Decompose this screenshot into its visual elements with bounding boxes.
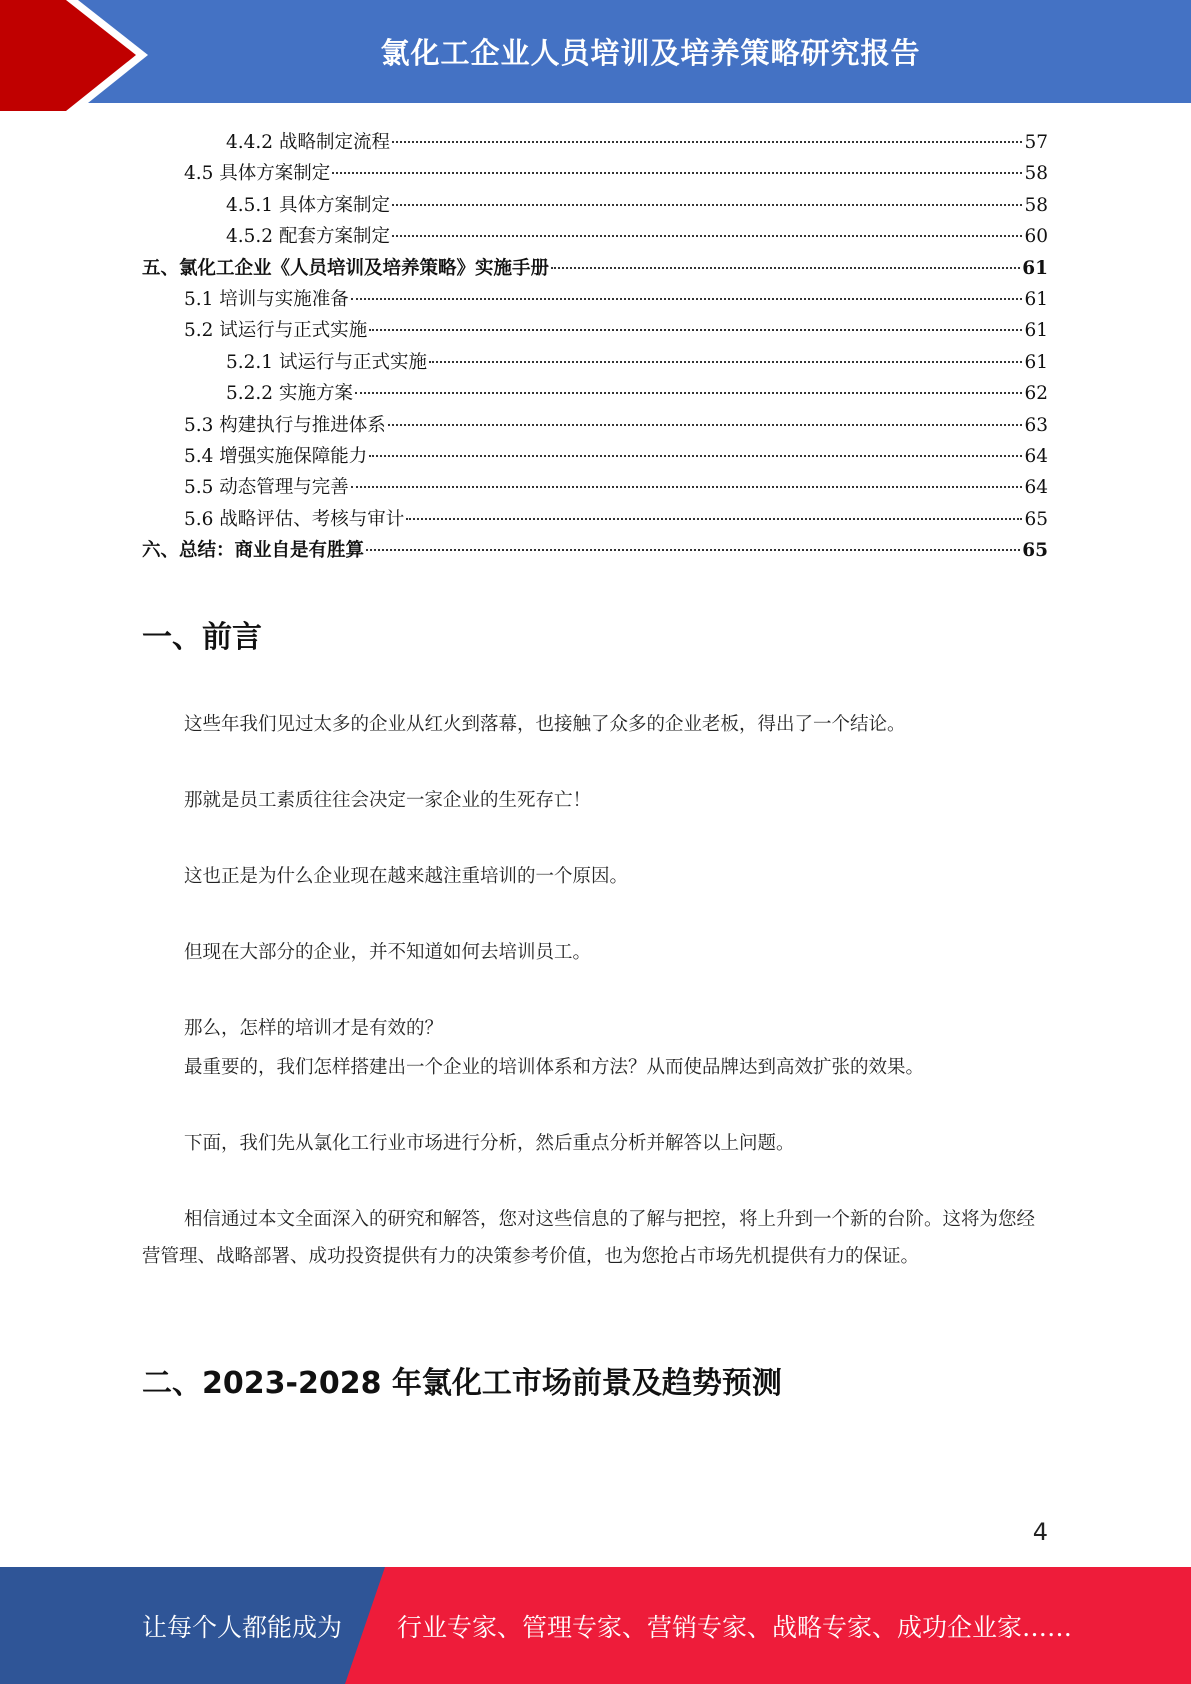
toc-entry[interactable] — [142, 535, 1048, 566]
toc-entry-page: 61 — [1024, 320, 1048, 342]
toc-entry[interactable] — [142, 378, 1048, 409]
toc-leader-dots — [351, 298, 1023, 300]
toc-entry-page: 63 — [1024, 414, 1048, 436]
toc-leader-dots — [551, 267, 1020, 269]
toc-entry-label: 5.6 战略评估、考核与审计 — [184, 508, 405, 530]
toc-entry-label: 六、总结：商业自是有胜算 — [142, 540, 365, 562]
toc-entry-page: 61 — [1024, 288, 1048, 310]
toc-entry-page: 58 — [1024, 163, 1048, 185]
toc-entry-page: 62 — [1024, 383, 1048, 405]
preface-paragraph: 但现在大部分的企业，并不知道如何去培训员工。 — [184, 942, 592, 963]
toc-leader-dots — [369, 455, 1022, 457]
toc-entry-label: 五、氯化工企业《人员培训及培养策略》实施手册 — [142, 257, 550, 279]
footer-slogan-right: 行业专家、管理专家、营销专家、战略专家、成功企业家…… — [397, 1612, 1073, 1642]
toc-entry[interactable] — [142, 441, 1048, 472]
page-header — [0, 0, 1191, 111]
toc-entry-page: 64 — [1024, 477, 1048, 499]
toc-entry[interactable] — [142, 284, 1048, 315]
toc-leader-dots — [392, 204, 1022, 206]
page-footer — [0, 1567, 1191, 1684]
toc-entry-page: 64 — [1024, 445, 1048, 467]
preface-paragraph: 那就是员工素质往往会决定一家企业的生死存亡！ — [184, 790, 592, 811]
toc-entry-label: 5.2.2 实施方案 — [226, 383, 353, 405]
table-of-contents — [142, 127, 1048, 566]
section-heading-preface: 一、前言 — [142, 620, 262, 655]
toc-entry-label: 5.4 增强实施保障能力 — [184, 445, 368, 467]
footer-slogan-left: 让每个人都能成为 — [142, 1612, 343, 1642]
toc-entry[interactable] — [142, 410, 1048, 441]
page-number: 4 — [1032, 1518, 1048, 1546]
toc-entry[interactable] — [142, 190, 1048, 221]
report-title: 氯化工企业人员培训及培养策略研究报告 — [380, 36, 921, 70]
toc-entry[interactable] — [142, 158, 1048, 189]
preface-paragraph: 最重要的，我们怎样搭建出一个企业的培训体系和方法？从而使品牌达到高效扩张的效果。 — [184, 1057, 925, 1078]
toc-entry[interactable] — [142, 504, 1048, 535]
toc-entry-page: 58 — [1024, 194, 1048, 216]
toc-entry-label: 5.3 构建执行与推进体系 — [184, 414, 386, 436]
preface-paragraph: 相信通过本文全面深入的研究和解答，您对这些信息的了解与把控，将上升到一个新的台阶。这将为您经营管理、战略部署、成功投资提供有力的决策参考价值，也为您抢占市场先机提供有力的保证。 — [142, 1209, 1036, 1267]
preface-paragraph: 那么，怎样的培训才是有效的？ — [184, 1018, 444, 1039]
toc-entry-page: 65 — [1022, 540, 1048, 562]
toc-entry[interactable] — [142, 315, 1048, 346]
toc-entry-label: 4.5.1 具体方案制定 — [226, 194, 390, 216]
toc-entry[interactable] — [142, 127, 1048, 158]
toc-entry-label: 5.1 培训与实施准备 — [184, 288, 349, 310]
toc-entry[interactable] — [142, 221, 1048, 252]
toc-entry-label: 4.4.2 战略制定流程 — [226, 132, 390, 153]
section-heading-market-outlook: 二、2023-2028 年氯化工市场前景及趋势预测 — [142, 1366, 782, 1401]
preface-paragraph: 下面，我们先从氯化工行业市场进行分析，然后重点分析并解答以上问题。 — [184, 1133, 795, 1154]
toc-leader-dots — [388, 424, 1023, 426]
toc-leader-dots — [369, 329, 1022, 331]
toc-entry[interactable] — [142, 472, 1048, 503]
toc-entry[interactable] — [142, 347, 1048, 378]
toc-leader-dots — [351, 486, 1023, 488]
toc-entry-page: 65 — [1024, 508, 1048, 530]
toc-entry-label: 5.2 试运行与正式实施 — [184, 320, 368, 342]
toc-leader-dots — [392, 235, 1022, 237]
preface-paragraph: 这也正是为什么企业现在越来越注重培训的一个原因。 — [184, 866, 629, 887]
toc-entry[interactable] — [142, 253, 1048, 284]
toc-leader-dots — [406, 518, 1022, 520]
toc-leader-dots — [392, 141, 1022, 143]
toc-entry-label: 5.2.1 试运行与正式实施 — [226, 351, 427, 373]
toc-entry-label: 5.5 动态管理与完善 — [184, 477, 349, 499]
toc-leader-dots — [332, 172, 1022, 174]
toc-leader-dots — [366, 549, 1020, 551]
toc-entry-label: 4.5.2 配套方案制定 — [226, 226, 390, 248]
toc-leader-dots — [429, 361, 1022, 363]
toc-entry-page: 60 — [1024, 226, 1048, 248]
toc-entry-label: 4.5 具体方案制定 — [184, 163, 331, 185]
toc-entry-page: 61 — [1024, 351, 1048, 373]
toc-entry-page: 57 — [1024, 132, 1048, 153]
preface-paragraph: 这些年我们见过太多的企业从红火到落幕，也接触了众多的企业老板，得出了一个结论。 — [184, 714, 906, 735]
toc-leader-dots — [355, 392, 1023, 394]
toc-entry-page: 61 — [1022, 257, 1048, 279]
